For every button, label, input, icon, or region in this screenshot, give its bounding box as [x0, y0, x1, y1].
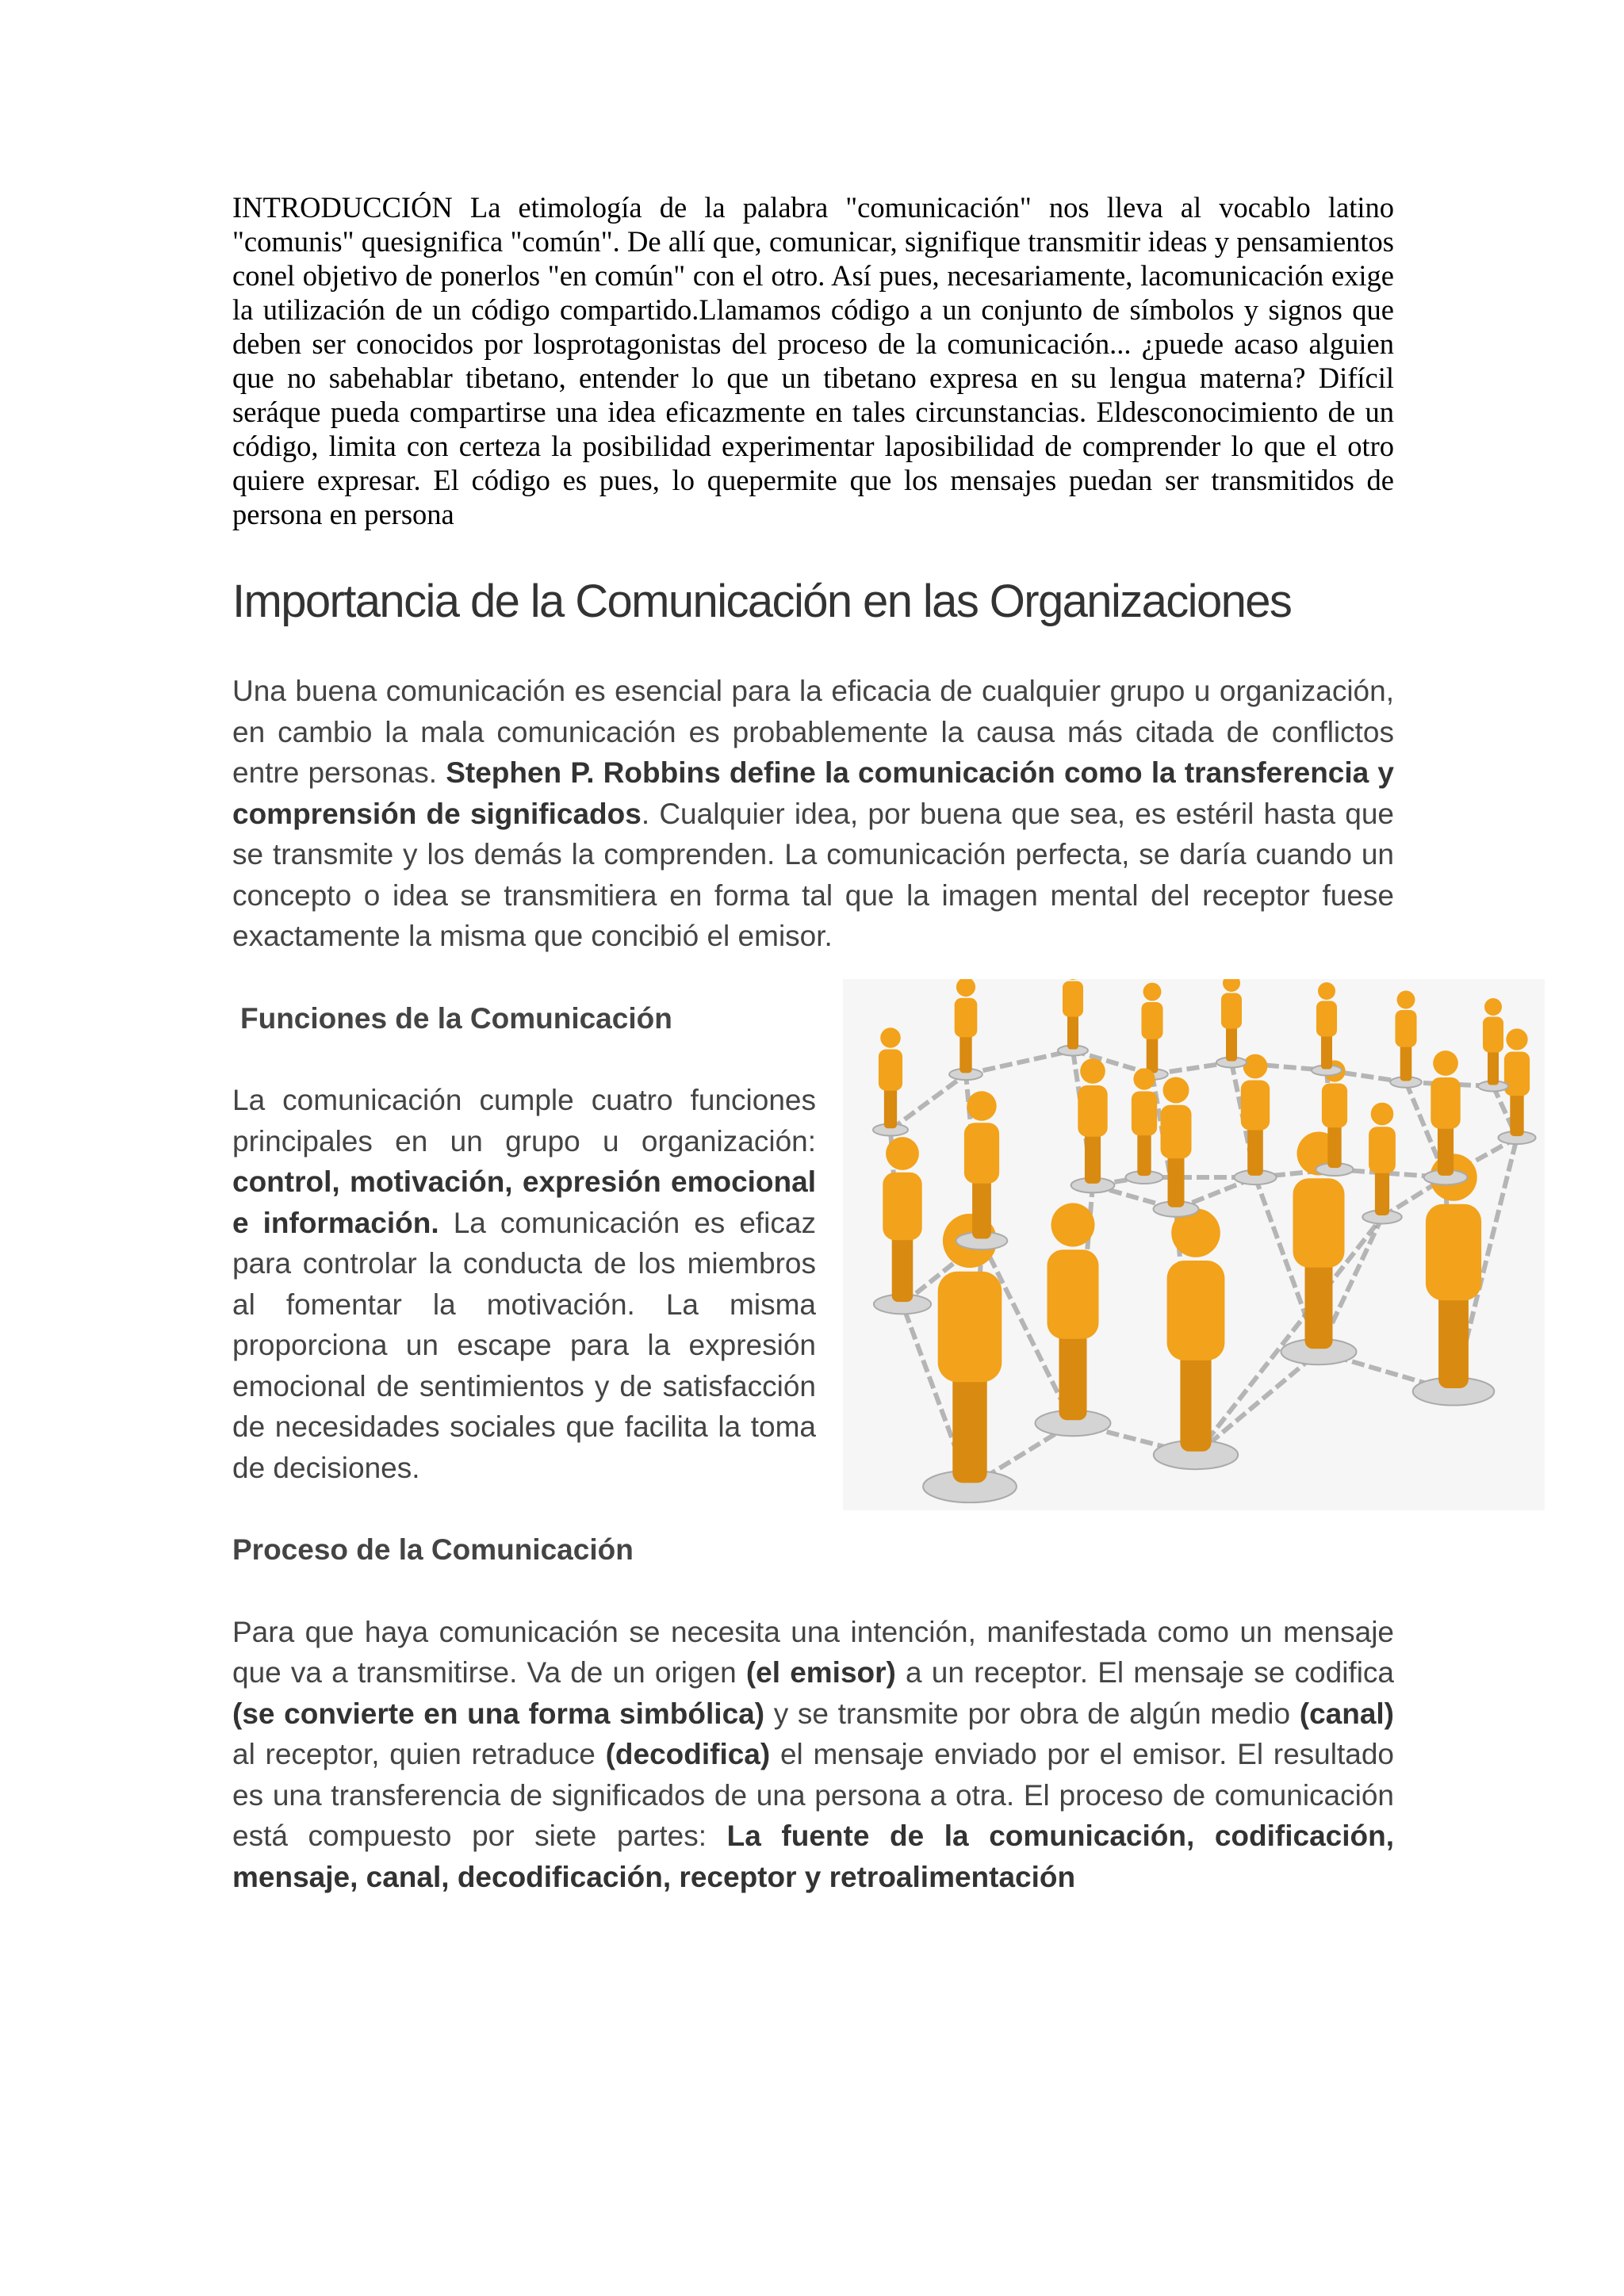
intro-paragraph: INTRODUCCIÓN La etimología de la palabra "comunicación" nos lleva al vocablo latino "comunis" quesignifica "común". De allí que, comunicar, signifique transmitir ideas y pensamientos conel objetivo de ponerlos "en común" con el otro. Así pues, necesariamente, lacomunicación exige la utilización de un código compartido.Llamamos código a un conjunto de símbolos y signos que deben ser conocidos por losprotagonistas del proceso de la comunicación... ¿puede acaso alguien que no sabehablar tibetano, entender lo que un tibetano expresa en su lengua materna? Difícil seráque pueda compartirse una idea eficazmente en tales circunstancias. Eldesconocimiento de un código, limita con certeza la posibilidad experimentar laposibilidad de comprender lo que el otro quiere expresar. El código es pues, lo quepermite que los mensajes puedan ser transmitidos de persona en persona — [232, 191, 1394, 530]
network-people-icon — [843, 979, 1545, 1510]
network-people-illustration — [843, 979, 1545, 1510]
page-title: Importancia de la Comunicación en las Organizaciones — [232, 576, 1292, 627]
proceso-paragraph: Para que haya comunicación se necesita una intención, manifestada como un mensaje que va a transmitirse. Va de un origen (el emisor) a un receptor. El mensaje se codifica (se convierte en una forma simbólica) y se transmite por obra de algún medio (canal) al receptor, quien retraduce (decodifica) el mensaje enviado por el emisor. El resultado es una transferencia de significados de una persona a otra. El proceso de comunicación está compuesto por siete partes: La fuente de la comunicación, codificación, mensaje, canal, decodificación, receptor y retroalimentación — [232, 1615, 1395, 1893]
proceso-parts-list: La fuente de la comunicación, codificación, mensaje, canal, decodificación, receptor y retroalimentación — [232, 1820, 1394, 1893]
importancia-paragraph: Una buena comunicación es esencial para la eficacia de cualquier grupo u organización, en cambio la mala comunicación es probablemente la causa más citada de conflictos entre personas. Stephen P. Robbins define la comunicación como la transferencia y comprensión de significados. Cualquier idea, por buena que sea, es estéril hasta que se transmite y los demás la comprenden. La comunicación perfecta, se daría cuando un concepto o idea se transmitiera en forma tal que la imagen mental del receptor fuese exactamente la misma que concibió el emisor. — [232, 675, 1395, 952]
document-page — [232, 190, 1394, 1897]
funciones-paragraph: La comunicación cumple cuatro funciones principales en un grupo u organización: control, motivación, expresión emocional e información. La comunicación es eficaz para controlar la conducta de los miembros al fomentar la motivación. La misma proporciona un escape para la expresión emocional de sentimientos y de satisfacción de necesidades sociales que facilita la toma de decisiones. — [232, 1084, 816, 1484]
proceso-heading: Proceso de la Comunicación — [232, 1533, 634, 1566]
robbins-definition: Stephen P. Robbins define la comunicación como la transferencia y comprensión de significados — [232, 756, 1394, 830]
funciones-heading: Funciones de la Comunicación — [240, 1001, 672, 1035]
funciones-list: control, motivación, expresión emocional e información. — [232, 1165, 816, 1239]
